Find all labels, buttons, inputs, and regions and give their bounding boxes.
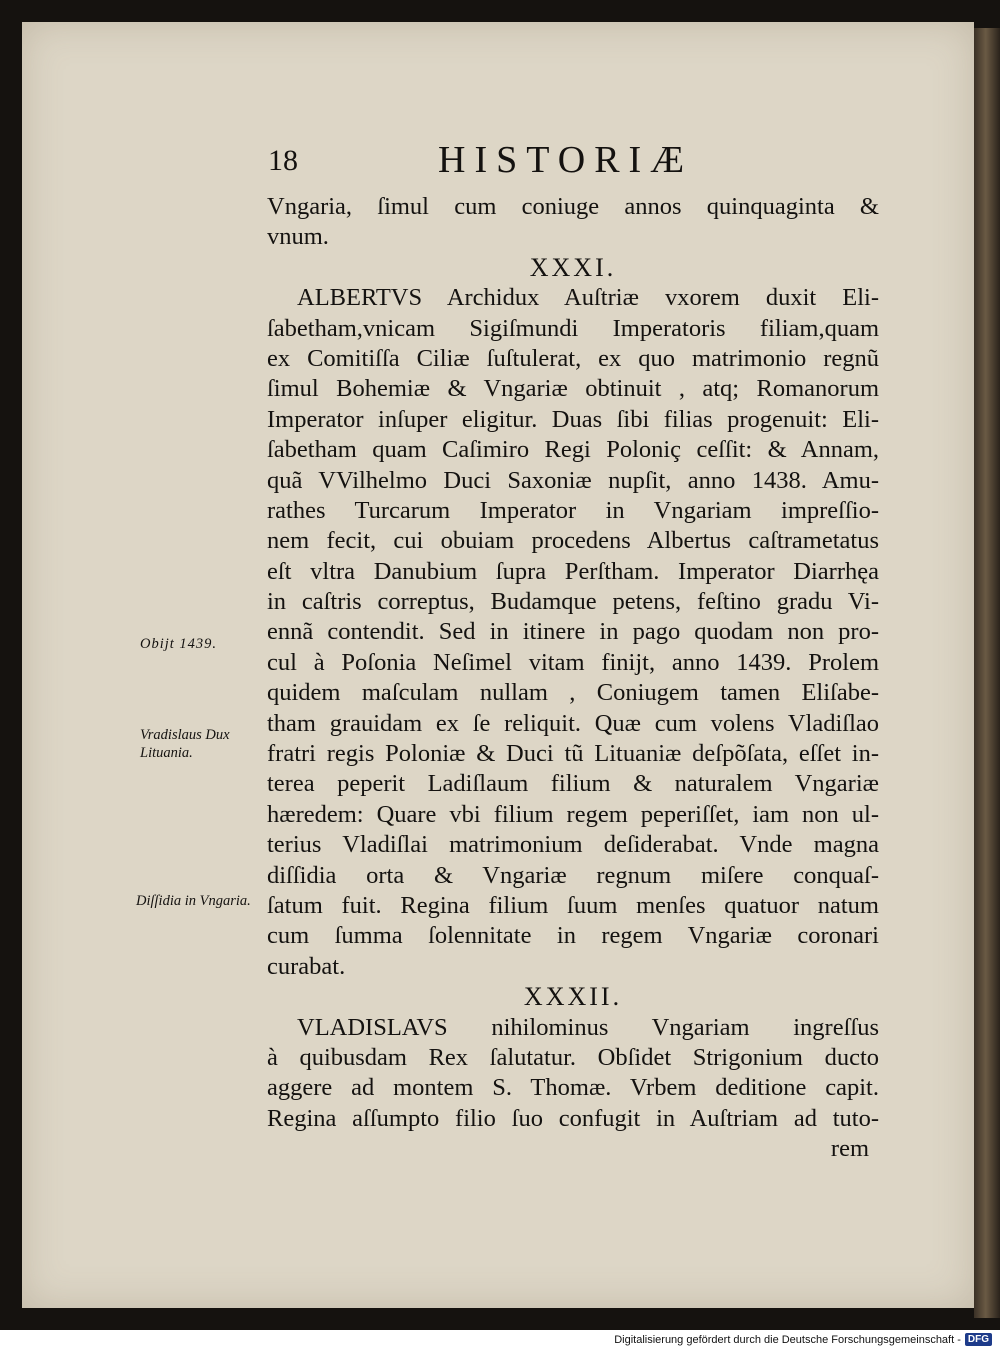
text-line: quidem maſculam nullam , Coniugem tamen Eliſabe- xyxy=(267,679,879,707)
text-line: rathes Turcarum Imperator in Vngariam impreſſio- xyxy=(267,496,879,524)
text-line: ALBERTVS Archidux Auſtriæ vxorem duxit Eli- xyxy=(297,284,879,312)
main-text-column xyxy=(267,192,879,1165)
digitization-credit xyxy=(614,1333,992,1346)
page-header xyxy=(268,138,878,188)
text-line: ſimul Bohemiæ & Vngariæ obtinuit , atq; Romanorum xyxy=(267,375,879,403)
credit-text: Digitalisierung gefördert durch die Deutsche Forschungsgemeinschaft - xyxy=(614,1333,961,1346)
text-line: in caſtris correptus, Budamque petens, feſtino gradu Vi- xyxy=(267,588,879,616)
text-line: ſabetham quam Caſimiro Regi Poloniç ceſſit: & Annam, xyxy=(267,436,879,464)
text-line: vnum. xyxy=(267,223,329,251)
text-line: à quibusdam Rex ſalutatur. Obſidet Strigonium ducto xyxy=(267,1043,879,1071)
running-title: HISTORIÆ xyxy=(438,139,693,181)
text-line: aggere ad montem S. Thomæ. Vrbem deditione capit. xyxy=(267,1074,879,1102)
text-line: Regina aſſumpto filio ſuo confugit in Auſtriam ad tuto- xyxy=(267,1104,879,1132)
text-line: cul à Poſonia Neſimel vitam finijt, anno 1439. Prolem xyxy=(267,648,879,676)
text-line: quã VVilhelmo Duci Saxoniæ nupſit, anno 1438. Amu- xyxy=(267,466,879,494)
text-line: terea peperit Ladiſlaum filium & naturalem Vngariæ xyxy=(267,770,879,798)
text-line: nem fecit, cui obuiam procedens Albertus caſtrametatus xyxy=(267,527,879,555)
text-line: ennã contendit. Sed in itinere in pago quodam non pro- xyxy=(267,618,879,646)
catchword: rem xyxy=(830,1135,869,1163)
chapter-heading: XXXI. xyxy=(529,252,617,282)
margin-note-dissidia: Diſſidia in Vngaria. xyxy=(136,893,251,909)
chapter-heading: XXXII. xyxy=(523,982,623,1012)
text-line: diſſidia orta & Vngariæ regnum miſere conquaſ- xyxy=(267,861,879,889)
text-line: VLADISLAVS nihilominus Vngariam ingreſſus xyxy=(297,1013,879,1041)
dfg-logo: DFG xyxy=(965,1333,992,1346)
text-line: fratri regis Poloniæ & Duci tũ Lituaniæ deſpõſata, eſſet in- xyxy=(267,740,879,768)
text-line: hæredem: Quare vbi filium regem peperiſſet, iam non ul- xyxy=(267,800,879,828)
margin-note-vladislaus: Vradislaus Dux Lituania. xyxy=(140,727,230,761)
text-line: tham grauidam ex ſe reliquit. Quæ cum volens Vladiſlao xyxy=(267,709,879,737)
text-line: eſt vltra Danubium ſupra Perſtham. Imperator Diarrhęa xyxy=(267,557,879,585)
book-page-edge xyxy=(974,28,1000,1318)
text-line: Vngaria, ſimul cum coniuge annos quinquaginta & xyxy=(267,193,879,220)
text-line: Imperator inſuper eligitur. Duas ſibi filias progenuit: Eli- xyxy=(267,405,879,433)
text-line: terius Vladiſlai matrimonium deſiderabat. Vnde magna xyxy=(267,831,879,859)
text-line: ſatum fuit. Regina filium ſuum menſes quatuor natum xyxy=(267,891,879,919)
text-line: cum ſumma ſolennitate in regem Vngariæ coronari xyxy=(267,922,879,950)
margin-note-death: Obijt 1439. xyxy=(140,636,218,652)
text-line: ſabetham,vnicam Sigiſmundi Imperatoris filiam,quam xyxy=(267,314,879,342)
text-line: curabat. xyxy=(267,952,346,980)
page-number: 18 xyxy=(268,144,298,177)
text-line: ex Comitiſſa Ciliæ ſuſtulerat, ex quo matrimonio regnũ xyxy=(267,344,879,372)
